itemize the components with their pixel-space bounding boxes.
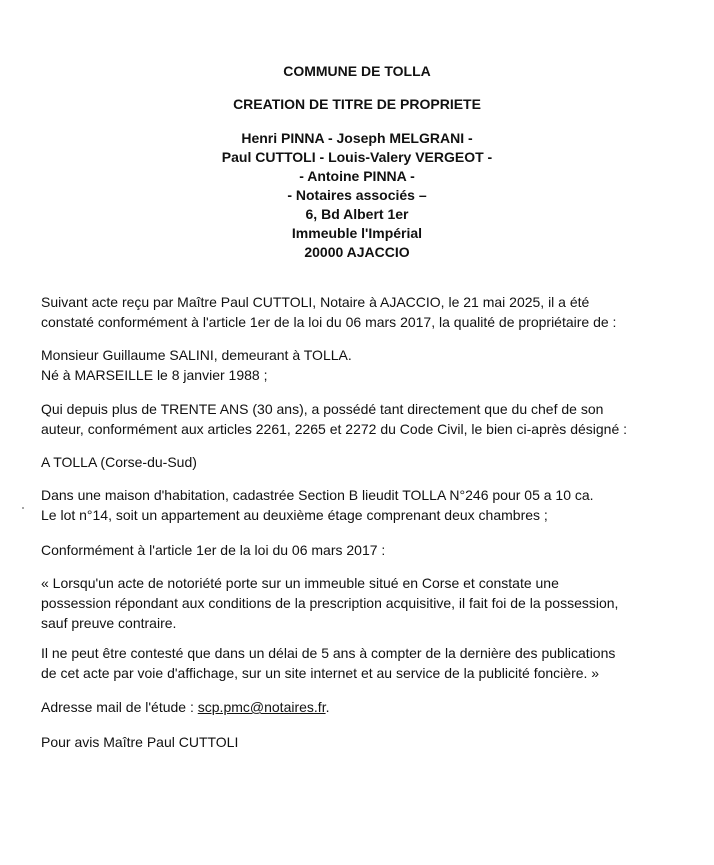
notaries-block (0, 129, 714, 262)
quote-line: sauf preuve contraire. (41, 615, 177, 631)
quote-line: Il ne peut être contesté que dans un délai de 5 ans à compter de la dernière des publications (41, 645, 616, 661)
possession-paragraph (41, 399, 627, 439)
quote-line: « Lorsqu'un acte de notoriété porte sur un immeuble situé en Corse et constate une (41, 575, 559, 591)
document-title: CREATION DE TITRE DE PROPRIETE (233, 96, 481, 112)
property-paragraph (41, 485, 594, 525)
email-link[interactable]: scp.pmc@notaires.fr (197, 699, 326, 715)
notaries-line: - Antoine PINNA - (299, 168, 415, 184)
location-paragraph (41, 452, 197, 472)
owner-line: Monsieur Guillaume SALINI, demeurant à TOLLA. (41, 347, 352, 363)
address-line: 20000 AJACCIO (304, 244, 410, 260)
possession-line: Qui depuis plus de TRENTE ANS (30 ans), a possédé tant directement que du chef de son (41, 401, 604, 417)
quote-paragraph-2 (41, 643, 615, 683)
notaries-line: Henri PINNA - Joseph MELGRANI - (241, 130, 473, 146)
email-paragraph (41, 697, 329, 717)
intro-paragraph (41, 292, 616, 332)
quote-line: de cet acte par voie d'affichage, sur un site internet et au service de la publicité foncière. » (41, 665, 600, 681)
address-line: 6, Bd Albert 1er (305, 206, 409, 222)
notaries-line: Paul CUTTOLI - Louis-Valery VERGEOT - (221, 149, 493, 165)
location-line: A TOLLA (Corse-du-Sud) (41, 454, 197, 470)
conformity-line: Conformément à l'article 1er de la loi du 06 mars 2017 : (41, 542, 386, 558)
property-line: Dans une maison d'habitation, cadastrée Section B lieudit TOLLA N°246 pour 05 a 10 ca. (41, 487, 594, 503)
owner-line: Né à MARSEILLE le 8 janvier 1988 ; (41, 367, 268, 383)
conformity-paragraph (41, 540, 385, 560)
owner-paragraph (41, 345, 352, 385)
notaries-line: - Notaires associés – (287, 187, 427, 203)
email-label: Adresse mail de l'étude : (41, 699, 198, 715)
address-line: Immeuble l'Impérial (291, 225, 423, 241)
possession-line: auteur, conformément aux articles 2261, 2265 et 2272 du Code Civil, le bien ci-après désigné : (41, 421, 628, 437)
commune-heading: COMMUNE DE TOLLA (283, 63, 431, 79)
property-line: Le lot n°14, soit un appartement au deuxième étage comprenant deux chambres ; (41, 507, 548, 523)
quote-line: possession répondant aux conditions de la prescription acquisitive, il fait foi de la possession, (41, 595, 619, 611)
intro-line: constaté conformément à l'article 1er de la loi du 06 mars 2017, la qualité de propriétaire de : (41, 314, 617, 330)
email-line (41, 697, 329, 717)
quote-paragraph-1 (41, 573, 618, 633)
email-suffix: . (325, 699, 330, 715)
intro-line: Suivant acte reçu par Maître Paul CUTTOLI, Notaire à AJACCIO, le 21 mai 2025, il a été (41, 294, 590, 310)
signature-line: Pour avis Maître Paul CUTTOLI (41, 734, 239, 750)
signature-paragraph (41, 732, 238, 752)
scan-speck (22, 507, 24, 509)
